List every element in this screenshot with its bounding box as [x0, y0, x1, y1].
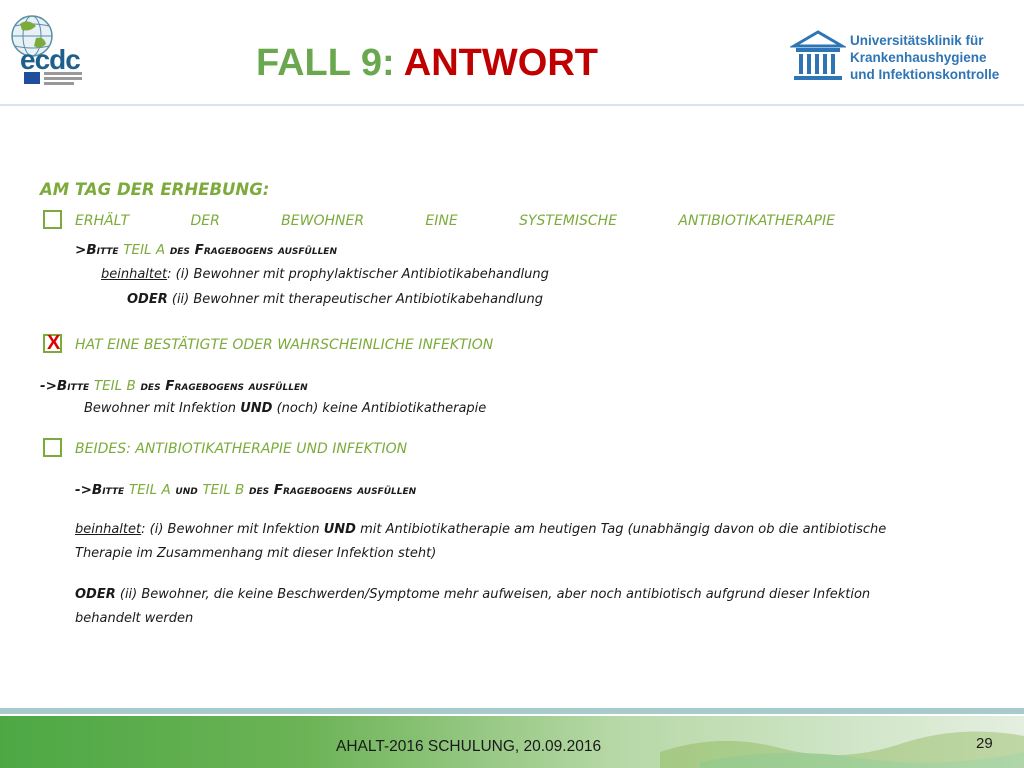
option-3-label: BEIDES: ANTIBIOTIKATHERAPIE UND INFEKTION: [75, 441, 408, 457]
instruction-bitte: Bitte: [56, 378, 90, 394]
clinic-logo-line-2: Krankenhaushygiene: [850, 50, 987, 65]
para-1-und: UND: [323, 522, 356, 537]
option-3-instruction: [75, 482, 416, 498]
section-heading: AM TAG DER ERHEBUNG:: [40, 180, 270, 199]
oder-label: ODER: [127, 292, 168, 307]
instruction-bitte: Bitte: [86, 242, 119, 258]
option-1-label: [75, 213, 835, 229]
ecdc-logo: [6, 10, 90, 90]
option-1-word: DER: [190, 213, 220, 229]
beinhaltet-label: beinhaltet: [75, 522, 142, 537]
instruction-teil: TEIL A: [123, 242, 166, 258]
instruction-teil-a: TEIL A: [128, 482, 171, 498]
para-2-text: (ii) Bewohner, die keine Beschwerden/Symptome mehr aufweisen, aber noch antibiotisch aufgrund dieser Infektion: [119, 587, 871, 602]
footer-wave-decoration: [660, 722, 1024, 768]
option-3-para-1-line-2: Therapie im Zusammenhang mit dieser Infektion steht): [75, 546, 437, 561]
instruction-suffix: des Fragebogens ausfüllen: [169, 242, 337, 258]
para-1-text-b: mit Antibiotikatherapie am heutigen Tag (unabhängig davon ob die antibiotische: [360, 522, 887, 537]
title-part-2: ANTWORT: [403, 42, 598, 84]
instruction-bitte: Bitte: [91, 482, 125, 498]
instruction-suffix: des Fragebogens ausfüllen: [248, 482, 417, 498]
instruction-teil: TEIL B: [93, 378, 136, 394]
header-divider: [0, 104, 1024, 106]
page-title: [256, 40, 598, 86]
checkbox-option-3: [43, 438, 62, 457]
clinic-logo-line-3: und Infektionskontrolle: [850, 67, 1000, 82]
checkbox-option-2: [43, 334, 62, 353]
checkbox-option-1: [43, 210, 62, 229]
instruction-und: und: [175, 482, 198, 498]
option-1-oder: [127, 292, 543, 307]
option-1-word: ANTIBIOTIKATHERAPIE: [678, 213, 835, 229]
building-icon: [790, 28, 846, 84]
beinhaltet-text: : (i) Bewohner mit prophylaktischer Antibiotikabehandlung: [167, 267, 549, 282]
title-part-1: FALL 9:: [256, 42, 395, 84]
footer-text: AHALT-2016 SCHULUNG, 20.09.2016: [336, 738, 602, 755]
option-1-word: EINE: [425, 213, 458, 229]
option-2-instruction: [40, 378, 308, 394]
option-3-para-2-line-1: [75, 587, 870, 602]
para-1-text-a: : (i) Bewohner mit Infektion: [141, 522, 320, 537]
oder-text: (ii) Bewohner mit therapeutischer Antibiotikabehandlung: [171, 292, 543, 307]
beinhaltet-label: beinhaltet: [101, 267, 168, 282]
note-und: UND: [240, 401, 273, 416]
footer-top-stripe: [0, 708, 1024, 714]
option-1-beinhaltet: [101, 267, 549, 282]
instruction-suffix: des Fragebogens ausfüllen: [140, 378, 308, 394]
instruction-teil-b: TEIL B: [202, 482, 245, 498]
option-1-instruction: [75, 242, 337, 258]
option-2-note: [84, 401, 486, 416]
check-x-mark: X: [47, 332, 61, 354]
page-number: 29: [976, 735, 993, 752]
option-1-word: SYSTEMISCHE: [519, 213, 618, 229]
instruction-prefix: ->: [75, 482, 92, 498]
instruction-prefix: >: [75, 242, 87, 258]
oder-label: ODER: [75, 587, 116, 602]
option-1-word: ERHÄLT: [75, 213, 130, 229]
clinic-logo: [790, 28, 1020, 88]
instruction-prefix: ->: [40, 378, 57, 394]
note-part-1: Bewohner mit Infektion: [84, 401, 237, 416]
option-2-label: HAT EINE BESTÄTIGTE ODER WAHRSCHEINLICHE INFEKTION: [75, 337, 494, 353]
option-3-para-2-line-2: behandelt werden: [75, 611, 194, 626]
note-part-2: (noch) keine Antibiotikatherapie: [276, 401, 487, 416]
ecdc-logo-text: ecdc: [20, 44, 80, 75]
option-3-para-1-line-1: [75, 522, 886, 537]
clinic-logo-line-1: Universitätsklinik für: [850, 33, 984, 48]
option-1-word: BEWOHNER: [281, 213, 365, 229]
